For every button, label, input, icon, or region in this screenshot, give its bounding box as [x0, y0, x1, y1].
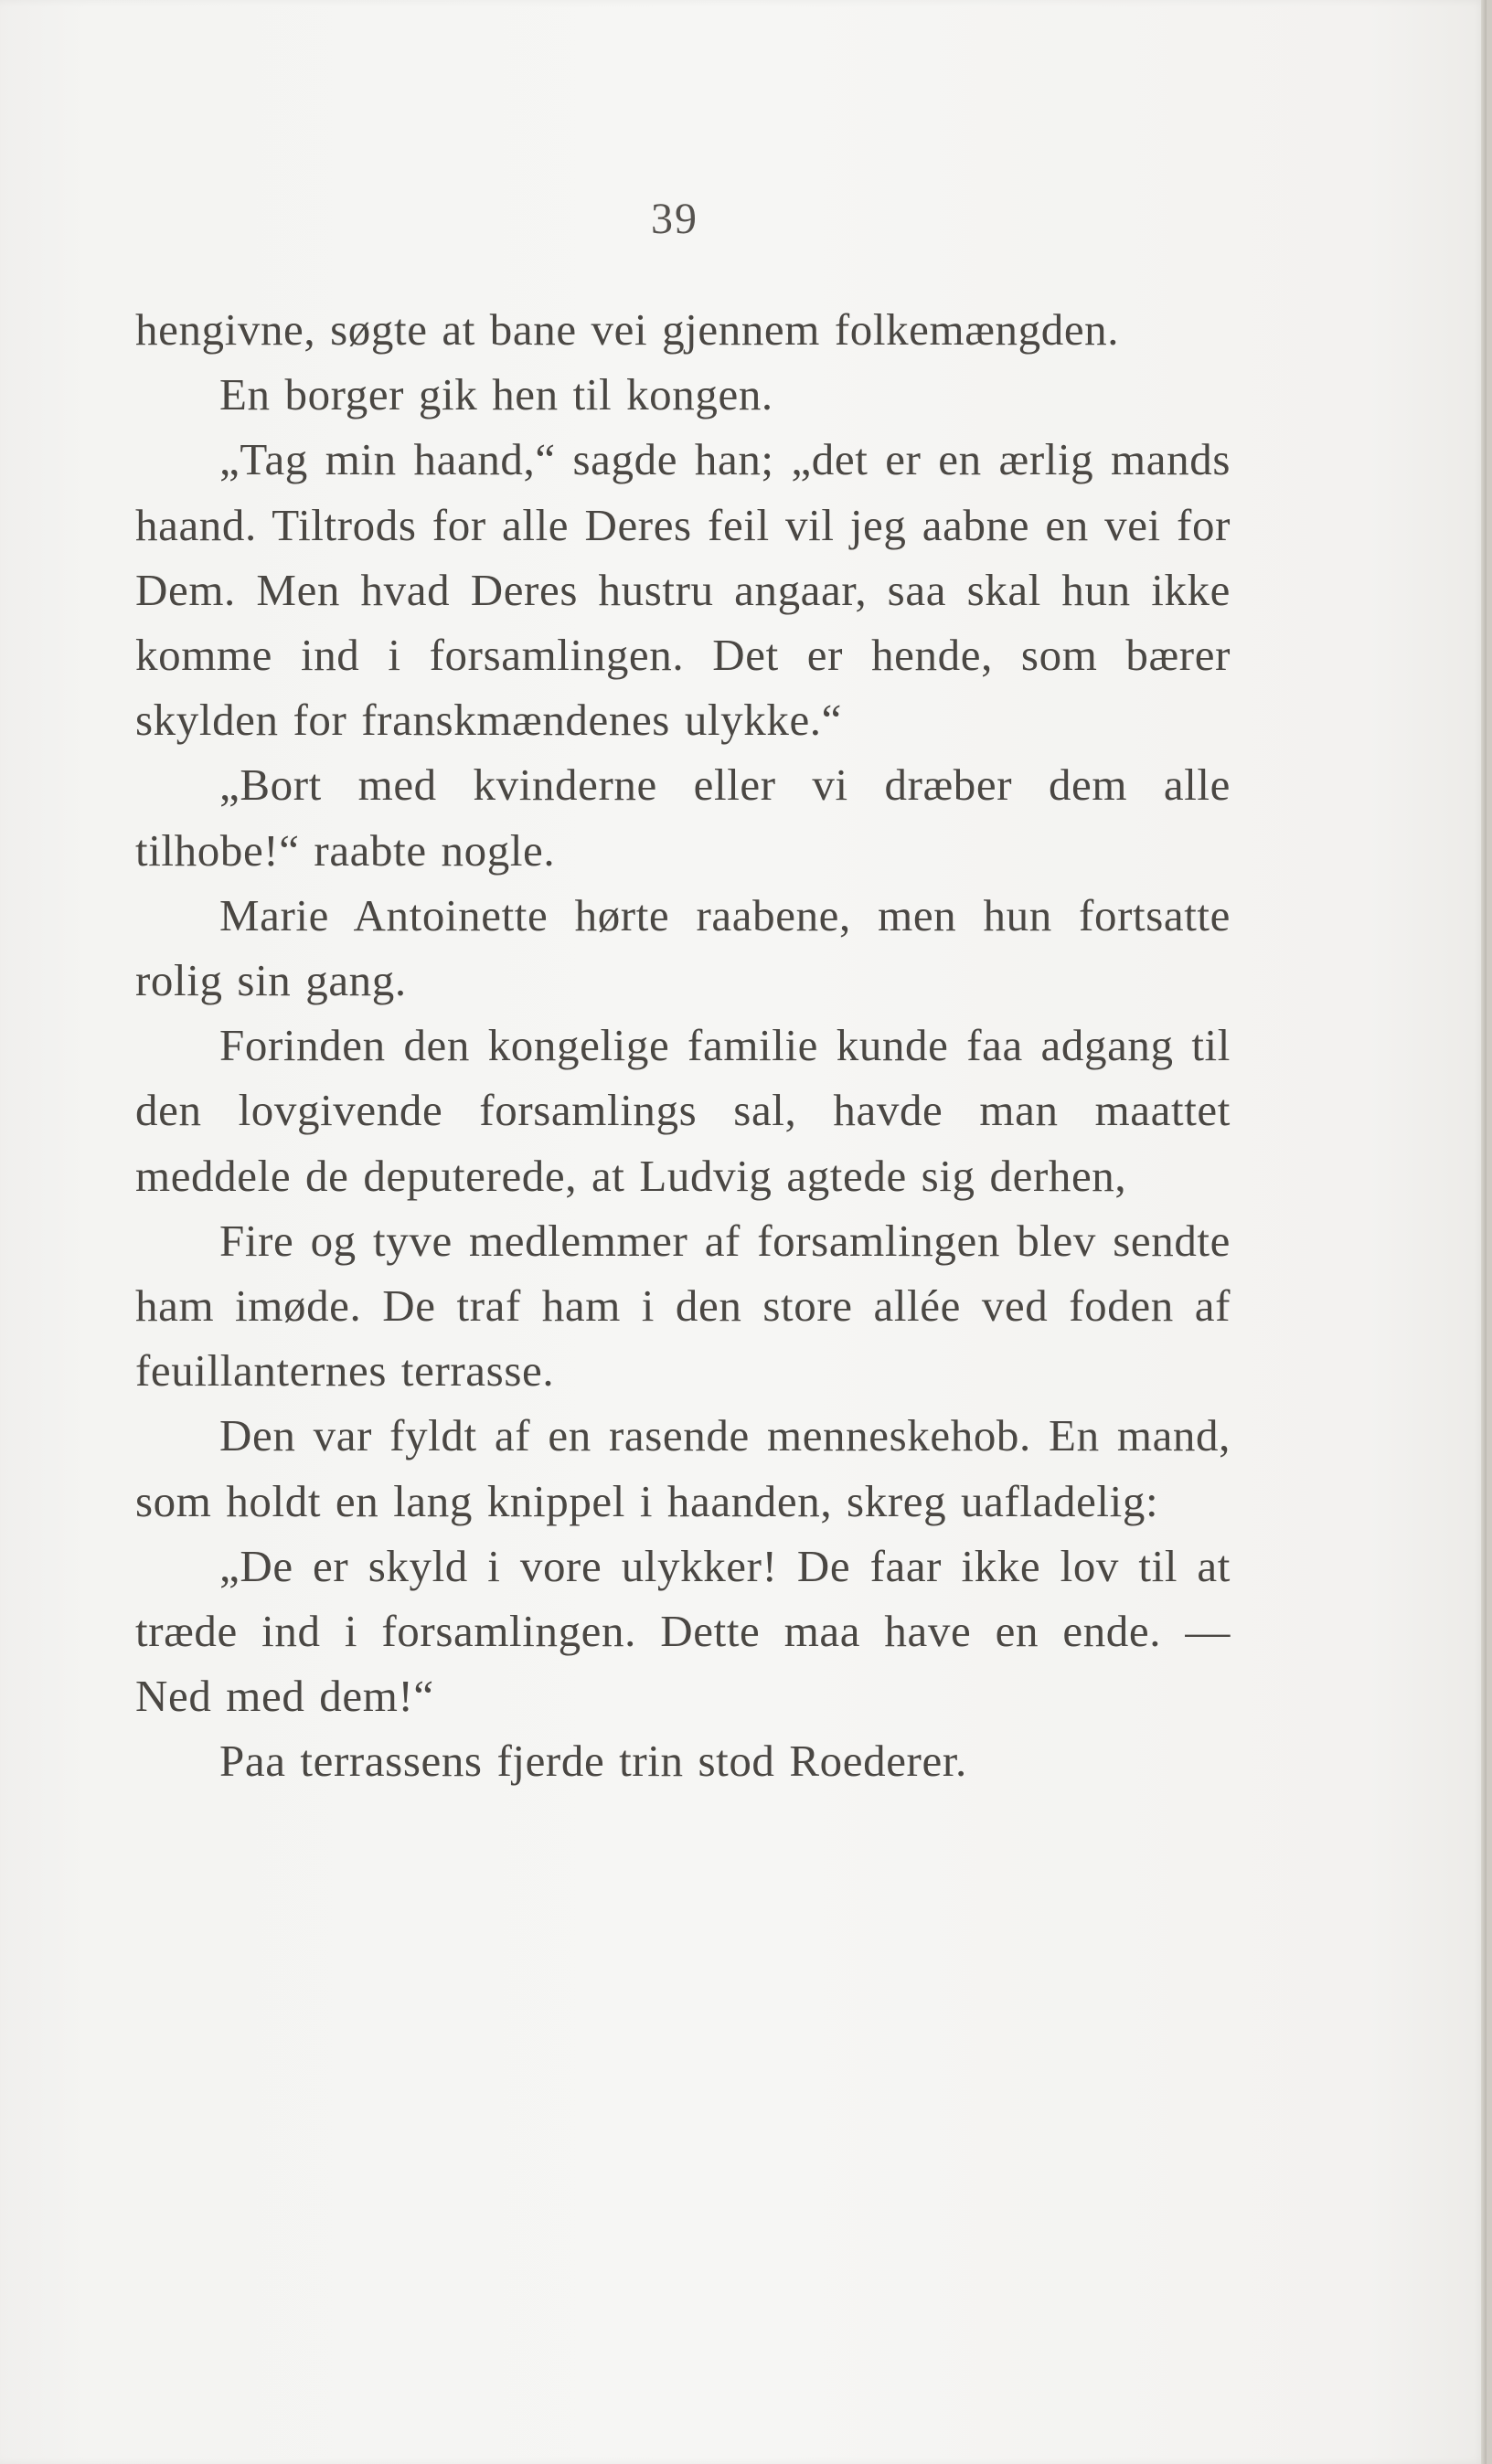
paragraph-text: Den var fyldt af en rasende menneskehob. En mand, som holdt en lang knippel i haanden, skreg uafladelig: [135, 1410, 1231, 1526]
page-number: 39 [651, 195, 698, 243]
paragraph [135, 1728, 1231, 1793]
paragraph-text: „Tag min haand,“ sagde han; „det er en ærlig mands haand. Tiltrods for alle Deres feil vil jeg aabne en vei for Dem. Men hvad Deres hustru angaar, saa skal hun ikke komme ind i forsamlingen. Det er hende, som bærer skylden for franskmændenes ulykke.“ [135, 434, 1231, 746]
paragraph [135, 362, 1231, 427]
paragraph-text: Fire og tyve medlemmer af forsamlingen blev sendte ham imøde. De traf ham i den store allée ved foden af feuillanternes terrasse. [135, 1215, 1231, 1397]
paragraph [135, 1403, 1231, 1533]
paragraph-text: Paa terrassens fjerde trin stod Roederer. [219, 1736, 967, 1787]
paragraph [135, 752, 1231, 882]
paragraph [135, 1013, 1231, 1208]
paragraph [135, 427, 1231, 752]
body-text [135, 297, 1231, 1794]
paragraph [135, 1208, 1231, 1404]
paragraph-text: „Bort med kvinderne eller vi dræber dem alle tilhobe!“ raabte nogle. [135, 759, 1231, 876]
paragraph-text: hengivne, søgte at bane vei gjennem folkemængden. [135, 304, 1120, 355]
paragraph-text: Forinden den kongelige familie kunde faa adgang til den lovgivende forsamlings sal, havde man maattet meddele de deputerede, at Ludvig agtede sig derhen, [135, 1020, 1231, 1201]
paragraph [135, 297, 1231, 362]
paragraph-text: „De er skyld i vore ulykker! De faar ikke lov til at træde ind i forsamlingen. Dette maa have en ende. — Ned med dem!“ [135, 1540, 1231, 1722]
paragraph [135, 883, 1231, 1013]
paragraph-text: Marie Antoinette hørte raabene, men hun fortsatte rolig sin gang. [135, 889, 1231, 1006]
paragraph-text: En borger gik hen til kongen. [219, 369, 773, 420]
paragraph [135, 1534, 1231, 1729]
page-edge [1481, 0, 1487, 2464]
